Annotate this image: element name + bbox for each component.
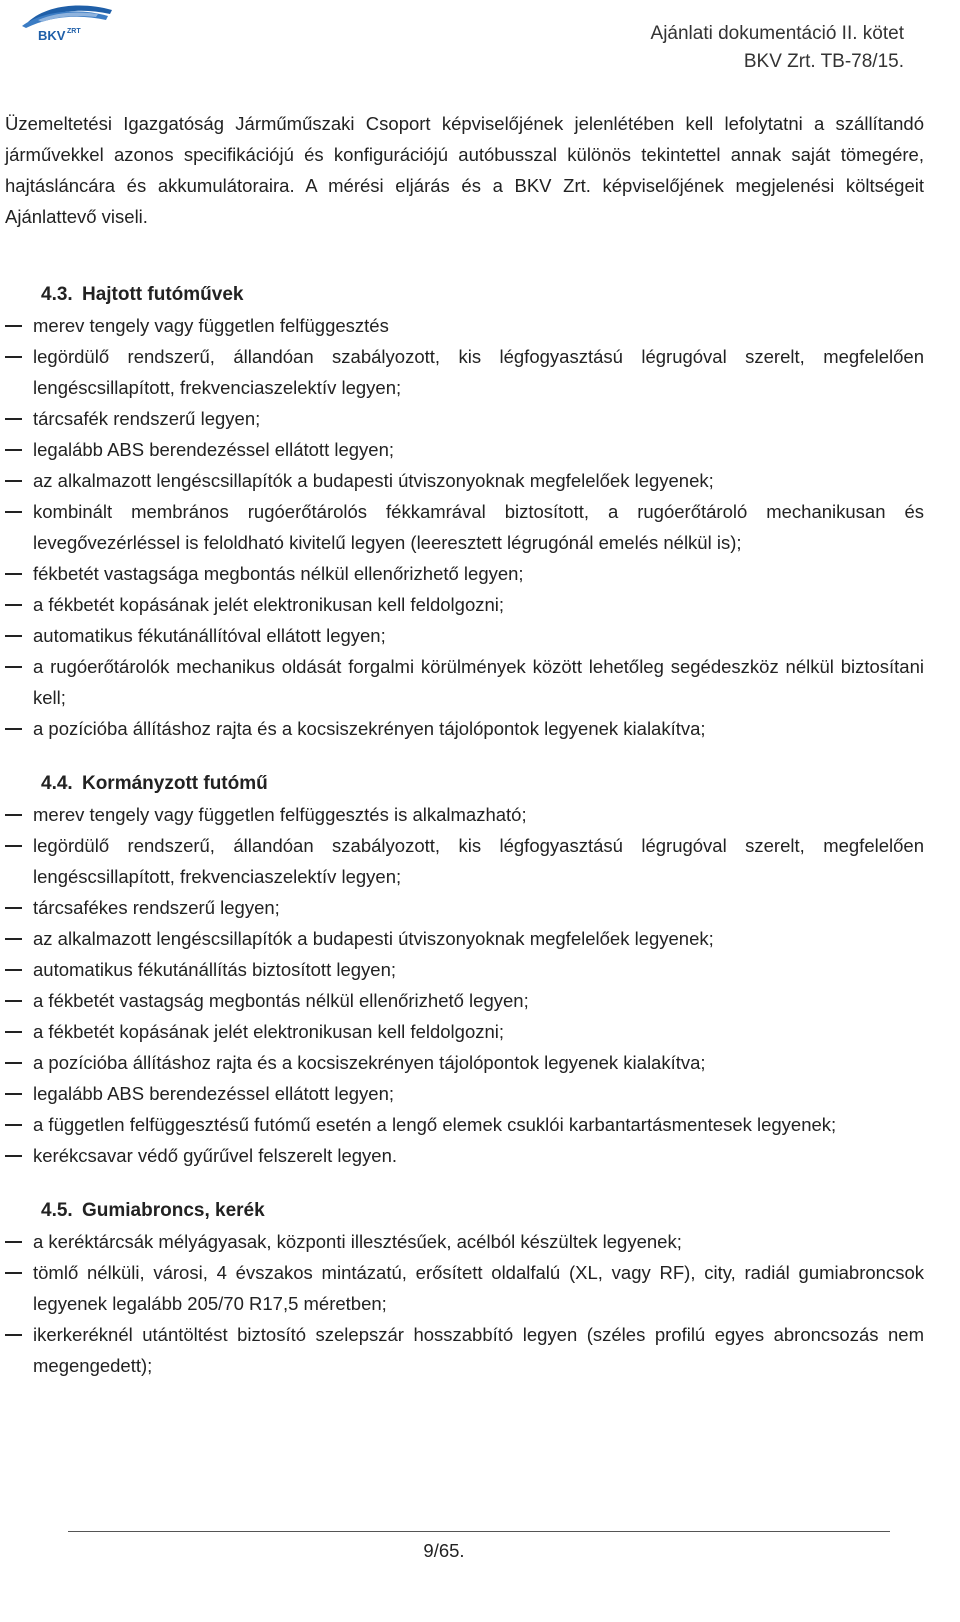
dash-bullet-icon [5, 1031, 22, 1033]
dash-bullet-icon [5, 907, 22, 909]
dash-bullet-icon [5, 511, 22, 513]
list-item [5, 713, 924, 744]
section-title: Hajtott futóművek [81, 284, 244, 305]
list-item-text: tömlő nélküli, városi, 4 évszakos mintázatú, erősített oldalfalú (XL, vagy RF), city, radiál gumiabroncsok legyenek legalább 205/70 R17,5 méretben; [33, 1262, 924, 1314]
bkv-logo [8, 0, 120, 44]
section-title: Kormányzott futómű [81, 773, 268, 794]
dash-bullet-icon [5, 728, 22, 730]
list-item [5, 985, 924, 1016]
list-item [5, 923, 924, 954]
list-item [5, 558, 924, 589]
list-item [5, 1257, 924, 1319]
dash-bullet-icon [5, 845, 22, 847]
list-item [5, 1109, 924, 1140]
list-item-text: kombinált membrános rugóerőtárolós fékkamrával biztosított, a rugóerőtároló mechanikusan és levegővezérléssel is feloldható kivitelű legyen (leeresztett légrugónál emelés nélkül is); [33, 501, 924, 553]
list-item [5, 403, 924, 434]
section-title: Gumiabroncs, kerék [81, 1200, 265, 1221]
list-item [5, 1319, 924, 1381]
document-title: Ajánlati dokumentáció II. kötet [650, 23, 904, 44]
list-item-text: a pozícióba állításhoz rajta és a kocsiszekrényen tájolópontok legyenek kialakítva; [33, 1052, 706, 1073]
list-item-text: automatikus fékutánállítás biztosított legyen; [33, 959, 397, 980]
dash-bullet-icon [5, 666, 22, 668]
list-item-text: fékbetét vastagsága megbontás nélkül ellenőrizhető legyen; [33, 563, 524, 584]
list-item-text: tárcsafék rendszerű legyen; [33, 408, 261, 429]
dash-bullet-icon [5, 480, 22, 482]
list-item [5, 1140, 924, 1171]
svg-text:ZRT: ZRT [67, 28, 81, 35]
list-item-text: a keréktárcsák mélyágyasak, központi illesztésűek, acélból készültek legyenek; [33, 1231, 682, 1252]
list-item-text: az alkalmazott lengéscsillapítók a budapesti útviszonyoknak megfelelőek legyenek; [33, 928, 714, 949]
section-heading-4-3 [5, 279, 924, 310]
list-item-text: merev tengely vagy független felfüggesztés [33, 315, 389, 336]
list-item [5, 892, 924, 923]
dash-bullet-icon [5, 1093, 22, 1095]
list-item [5, 830, 924, 892]
list-item [5, 620, 924, 651]
dash-bullet-icon [5, 449, 22, 451]
dash-bullet-icon [5, 1272, 22, 1274]
list-item-text: az alkalmazott lengéscsillapítók a budapesti útviszonyoknak megfelelőek legyenek; [33, 470, 714, 491]
list-item [5, 651, 924, 713]
list-item-text: automatikus fékutánállítóval ellátott legyen; [33, 625, 386, 646]
list-item-text: legalább ABS berendezéssel ellátott legyen; [33, 439, 395, 460]
intro-paragraph: Üzemeltetési Igazgatóság Járműműszaki Csoport képviselőjének jelenlétében kell lefolytatni a szállítandó járművekkel azonos specifikációjú és konfigurációjú autóbusszal különös tekintettel annak saját tömegére, hajtásláncára és akkumulátoraira. A mérési eljárás és a BKV Zrt. képviselőjének megjelenési költségeit Ajánlattevő viseli. [5, 113, 924, 227]
list-item [5, 465, 924, 496]
dash-bullet-icon [5, 604, 22, 606]
list-item [5, 434, 924, 465]
list-item-text: kerékcsavar védő gyűrűvel felszerelt legyen. [33, 1145, 398, 1166]
list-item [5, 1047, 924, 1078]
list-item-text: legördülő rendszerű, állandóan szabályozott, kis légfogyasztású légrugóval szerelt, megfelelően lengéscsillapított, frekvenciaszelektív legyen; [33, 346, 924, 398]
section-number: 4.5. [41, 1200, 73, 1221]
list-item [5, 799, 924, 830]
list-item-text: a fékbetét kopásának jelét elektronikusan kell feldolgozni; [33, 594, 505, 615]
dash-bullet-icon [5, 1062, 22, 1064]
dash-bullet-icon [5, 573, 22, 575]
list-item-text: legalább ABS berendezéssel ellátott legyen; [33, 1083, 395, 1104]
document-info [651, 20, 904, 76]
list-item-text: a fékbetét vastagság megbontás nélkül ellenőrizhető legyen; [33, 990, 529, 1011]
section-heading-4-4 [5, 768, 924, 799]
dash-bullet-icon [5, 1241, 22, 1243]
page-content [5, 108, 924, 1381]
dash-bullet-icon [5, 356, 22, 358]
list-item-text: legördülő rendszerű, állandóan szabályozott, kis légfogyasztású légrugóval szerelt, megfelelően lengéscsillapított, frekvenciaszelektív legyen; [33, 835, 924, 887]
list-item-text: a fékbetét kopásának jelét elektronikusan kell feldolgozni; [33, 1021, 505, 1042]
dash-bullet-icon [5, 1334, 22, 1336]
section-number: 4.4. [41, 773, 73, 794]
list-item-text: a rugóerőtárolók mechanikus oldását forgalmi körülmények között lehetőleg segédeszköz nélkül biztosítani kell; [33, 656, 924, 708]
dash-bullet-icon [5, 635, 22, 637]
list-item [5, 310, 924, 341]
page-number: 9/65. [423, 1540, 465, 1561]
dash-bullet-icon [5, 969, 22, 971]
dash-bullet-icon [5, 1000, 22, 1002]
list-item [5, 496, 924, 558]
list-item [5, 341, 924, 403]
dash-bullet-icon [5, 418, 22, 420]
list-item [5, 589, 924, 620]
dash-bullet-icon [5, 1124, 22, 1126]
list-item-text: a pozícióba állításhoz rajta és a kocsiszekrényen tájolópontok legyenek kialakítva; [33, 718, 706, 739]
list-item-text: tárcsafékes rendszerű legyen; [33, 897, 280, 918]
page-header [0, 0, 960, 80]
list-item-text: merev tengely vagy független felfüggesztés is alkalmazható; [33, 804, 527, 825]
dash-bullet-icon [5, 938, 22, 940]
list-item [5, 1226, 924, 1257]
list-item [5, 1016, 924, 1047]
list-item [5, 1078, 924, 1109]
svg-text:BKV: BKV [38, 28, 66, 43]
dash-bullet-icon [5, 1155, 22, 1157]
document-reference: BKV Zrt. TB-78/15. [743, 51, 904, 72]
section-list-4-4 [5, 799, 924, 1171]
section-number: 4.3. [41, 284, 73, 305]
section-list-4-3 [5, 310, 924, 744]
dash-bullet-icon [5, 325, 22, 327]
section-list-4-5 [5, 1226, 924, 1381]
footer-divider [68, 1531, 890, 1532]
list-item-text: ikerkeréknél utántöltést biztosító szelepszár hosszabbító legyen (széles profilú egyes abroncsozás nem megengedett); [33, 1324, 924, 1376]
section-heading-4-5 [5, 1195, 924, 1226]
list-item [5, 954, 924, 985]
dash-bullet-icon [5, 814, 22, 816]
list-item-text: a független felfüggesztésű futómű esetén a lengő elemek csuklói karbantartásmentesek legyenek; [33, 1114, 837, 1135]
